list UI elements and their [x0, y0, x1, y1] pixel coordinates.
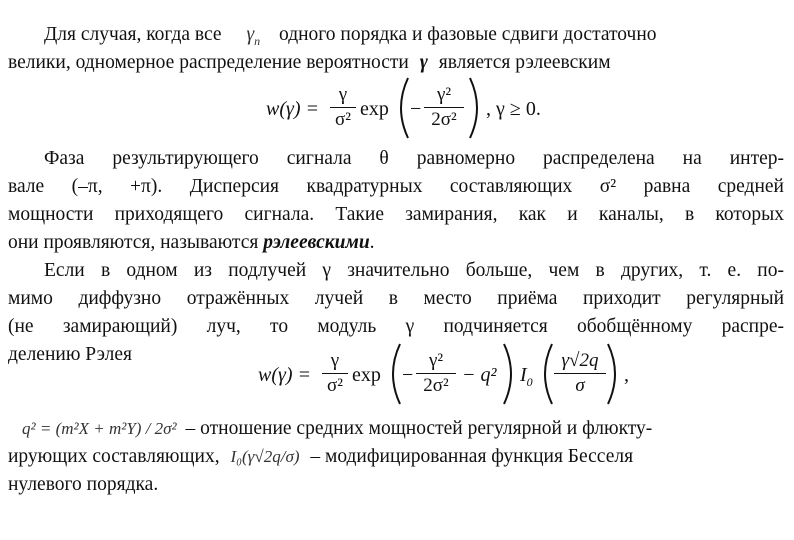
paren-left: [392, 76, 412, 140]
bessel-formula: I₀(γ√2q/σ): [230, 447, 300, 466]
para4-line1: [22, 416, 784, 442]
paren-right: [500, 342, 520, 406]
para3-line4: делению Рэлея: [8, 344, 132, 365]
fraction: γ σ²: [330, 84, 356, 131]
para4-line2: [8, 444, 784, 470]
minus: −: [402, 364, 414, 386]
text: – отношение средних мощностей регулярной и флюкту-: [185, 418, 653, 439]
para3-line1: Если в одном из подлучей γ значительно больше, чем в других, т. е. по-: [44, 260, 784, 281]
para2-line1: Фаза результирующего сигнала θ равномерно распределена на интер-: [44, 148, 784, 169]
gamma-n-symbol: $\gamma_n$: [246, 24, 261, 48]
q-squared-formula: q² = (m²X + m²Y) / 2σ²: [22, 419, 177, 438]
minus: −: [410, 98, 422, 120]
gamma-symbol: γ: [419, 52, 428, 73]
paren-left: [536, 342, 556, 406]
fraction: γ√2q σ: [554, 350, 606, 397]
fraction: γ² 2σ²: [424, 84, 464, 131]
formula-lhs: w(γ) =: [266, 98, 320, 120]
para2-line3: мощности приходящего сигнала. Такие замирания, как и каналы, в которых: [8, 204, 784, 225]
paren-left: [384, 342, 404, 406]
q-squared: − q²: [462, 364, 497, 386]
paren-right: [466, 76, 486, 140]
text: ирующих составляющих,: [8, 446, 220, 467]
exp-label: exp: [360, 98, 389, 120]
text: велики, одномерное распределение вероятности: [8, 52, 409, 73]
emphasized-term: рэлеевскими: [263, 232, 370, 253]
bessel-symbol: $I_0$: [520, 364, 533, 389]
para1-line2: [8, 50, 784, 76]
para3-line2: мимо диффузно отражённых лучей в место приёма приходит регулярный: [8, 288, 784, 309]
text: Для случая, когда все: [44, 24, 222, 45]
exp-label: exp: [352, 364, 381, 386]
formula-lhs: w(γ) =: [258, 364, 312, 386]
text: является рэлеевским: [438, 52, 611, 73]
text: – модифицированная функция Бесселя: [310, 446, 634, 467]
text: одного порядка и фазовые сдвиги достаточно: [279, 24, 657, 45]
formula-tail: , γ ≥ 0.: [486, 98, 541, 120]
fraction: γ² 2σ²: [416, 350, 456, 397]
para2-line4: они проявляются, называются рэлеевскими.: [8, 232, 375, 253]
paren-right: [604, 342, 624, 406]
para4-line3: нулевого порядка.: [8, 474, 159, 495]
formula-tail: ,: [624, 364, 629, 386]
para3-line3: (не замирающий) луч, то модуль γ подчиняется обобщённому распре-: [8, 316, 784, 337]
para2-line2: вале (–π, +π). Дисперсия квадратурных составляющих σ² равна средней: [8, 176, 784, 197]
fraction: γ σ²: [322, 350, 348, 397]
